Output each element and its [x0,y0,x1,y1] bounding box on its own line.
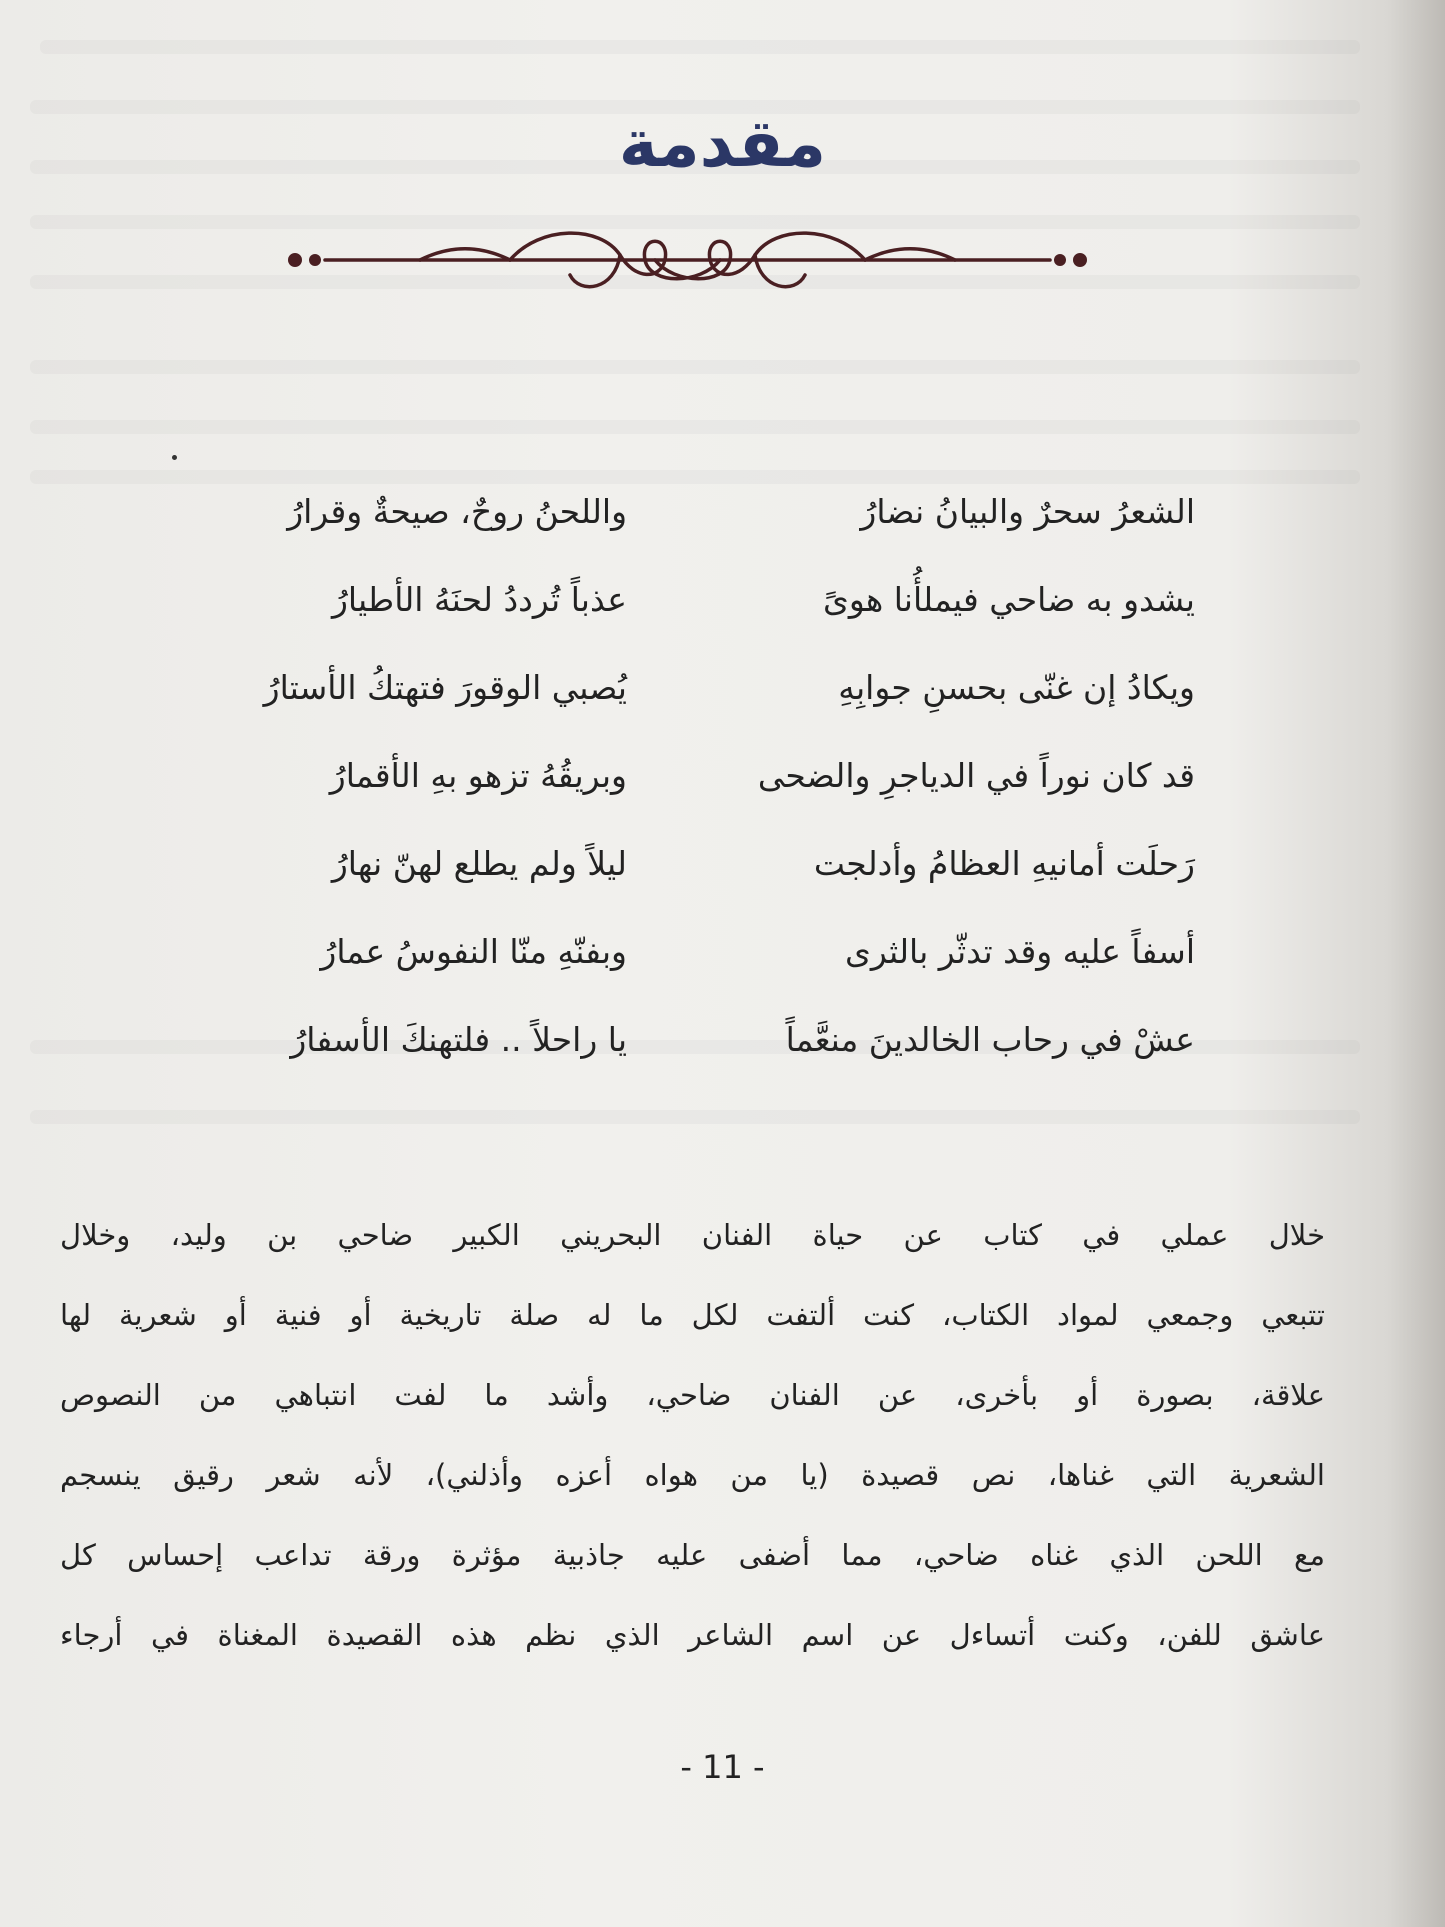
poem-verse [0,1020,1445,1100]
paragraph-line: علاقة، بصورة أو بأخرى، عن الفنان ضاحي، وأشد ما لفت انتباهي من النصوص [60,1378,1325,1412]
paragraph-line: تتبعي وجمعي لمواد الكتاب، كنت ألتفت لكل ما له صلة تاريخية أو فنية أو شعرية لها [60,1298,1325,1332]
verse-first-hemistich: رَحلَت أمانيهِ العظامُ وأدلجت [813,844,1195,883]
poem-verse [0,668,1445,748]
paragraph-line: خلال عملي في كتاب عن حياة الفنان البحريني الكبير ضاحي بن وليد، وخلال [60,1218,1325,1252]
verse-first-hemistich: أسفاً عليه وقد تدثّر بالثرى [844,932,1195,971]
paragraph-line: الشعرية التي غناها، نص قصيدة (يا من هواه أعزه وأذلني)، لأنه شعر رقيق ينسجم [60,1458,1325,1492]
verse-second-hemistich: ليلاً ولم يطلع لهنّ نهارُ [331,844,627,883]
paragraph-line: عاشق للفن، وكنت أتساءل عن اسم الشاعر الذي نظم هذه القصيدة المغناة في أرجاء [60,1618,1325,1652]
poem-verse [0,756,1445,836]
verse-first-hemistich: ويكادُ إن غنّى بحسنِ جوابِهِ [838,668,1195,707]
poem-verse [0,492,1445,572]
page-title: مقدمة [618,105,827,182]
verse-second-hemistich: واللحنُ روحٌ، صيحةٌ وقرارُ [287,492,627,531]
verse-second-hemistich: يُصبي الوقورَ فتهتكُ الأستارُ [263,668,627,707]
verse-first-hemistich: عشْ في رحاب الخالدينَ منعَّماً [785,1020,1195,1059]
poem-verse [0,932,1445,1012]
verse-second-hemistich: يا راحلاً .. فلتهنكَ الأسفارُ [290,1020,627,1059]
page-number: - 11 - [680,1748,765,1786]
verse-first-hemistich: يشدو به ضاحي فيملأُنا هوىً [822,580,1195,619]
paragraph-line: مع اللحن الذي غناه ضاحي، مما أضفى عليه جاذبية مؤثرة ورقة تداعب إحساس كل [60,1538,1325,1572]
verse-first-hemistich: الشعرُ سحرٌ والبيانُ نضارُ [860,492,1195,531]
verse-first-hemistich: قد كان نوراً في الدياجرِ والضحى [757,756,1195,795]
intro-paragraph [60,1195,1325,1675]
stray-mark [172,455,177,460]
verse-second-hemistich: وبريقُهُ تزهو بهِ الأقمارُ [329,756,627,795]
poem-verse [0,844,1445,924]
verse-second-hemistich: وبفنّهِ منّا النفوسُ عمارُ [320,932,627,971]
divider-ornament [280,225,1095,305]
verse-second-hemistich: عذباً تُرددُ لحنَهُ الأطيارُ [331,580,627,619]
poem-verse [0,580,1445,660]
